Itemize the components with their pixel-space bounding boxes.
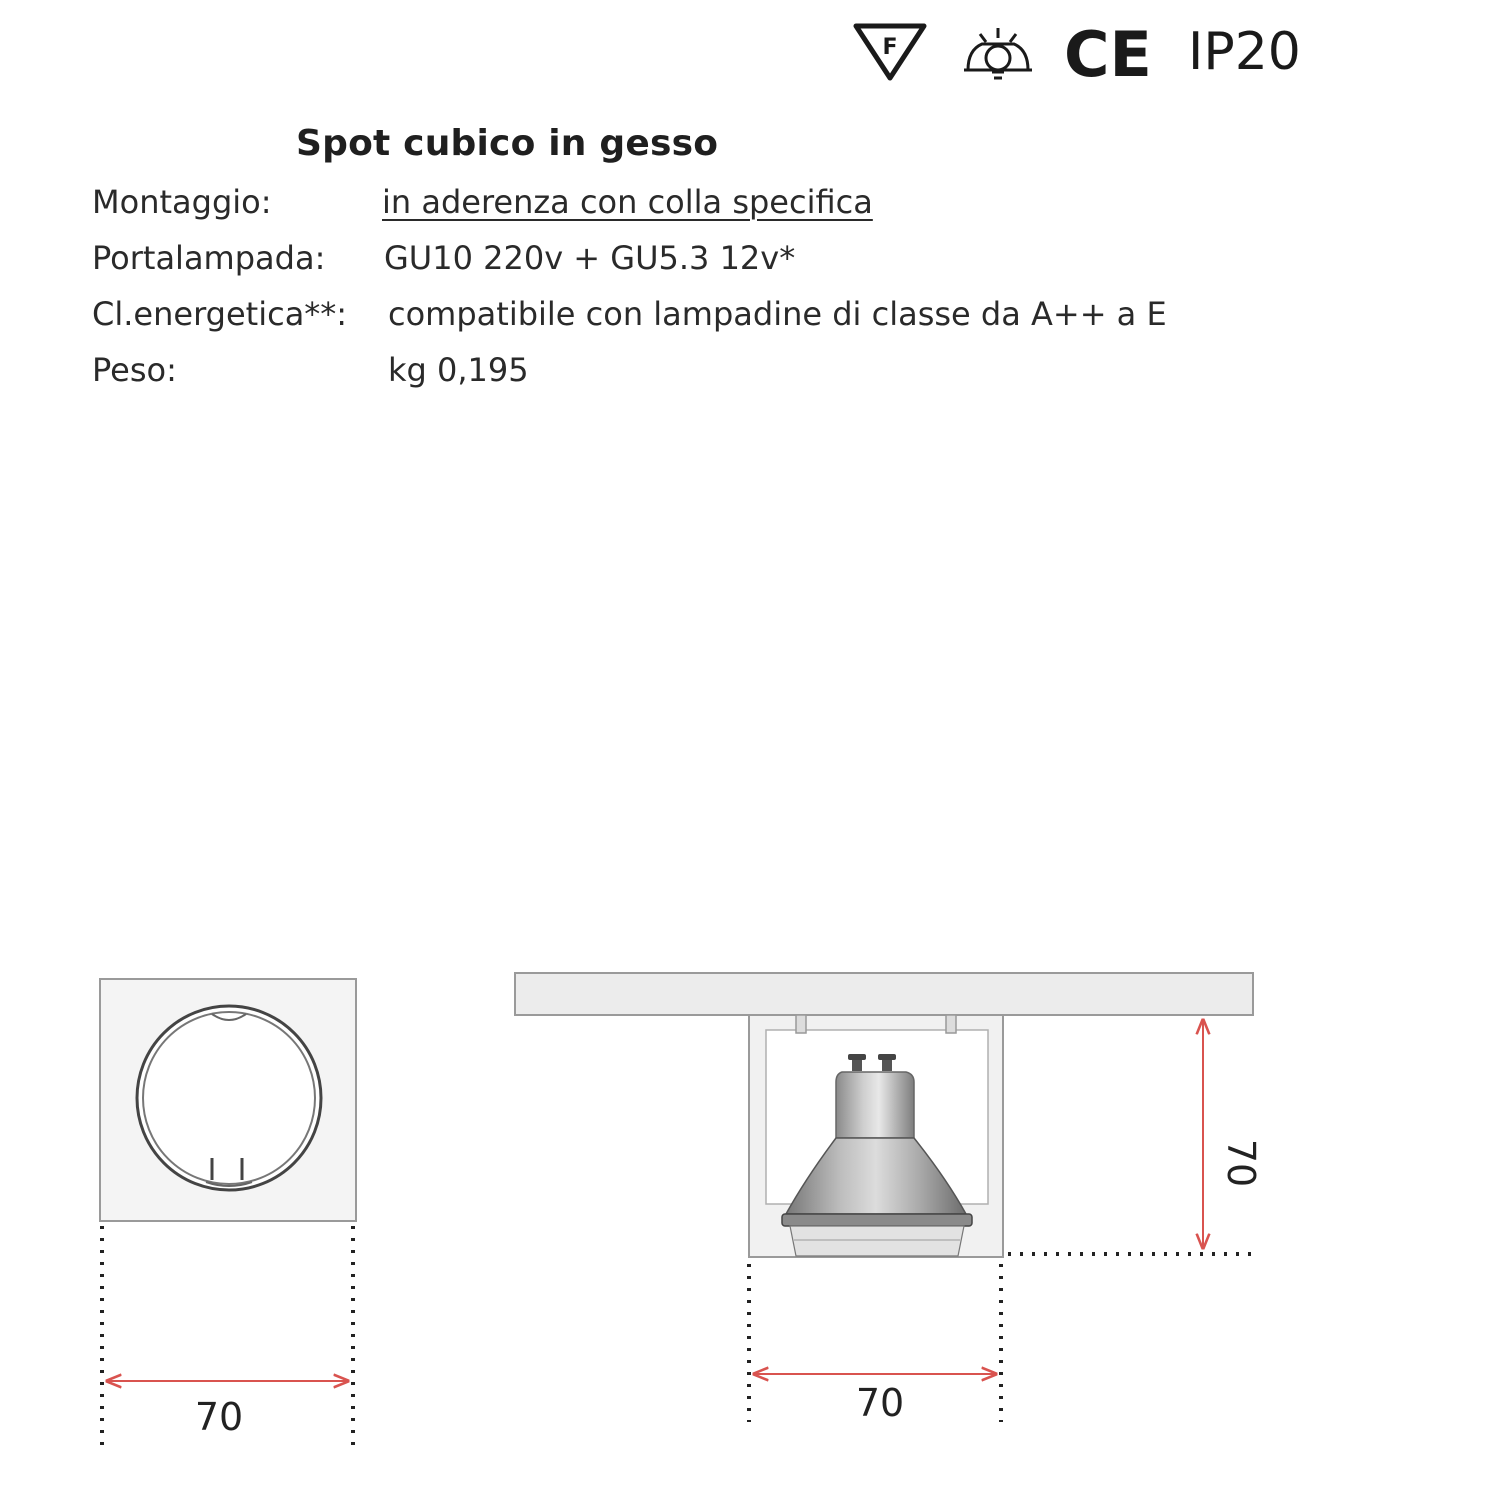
f-mark-letter: F bbox=[882, 35, 898, 60]
side-view-height-label: 70 bbox=[1219, 1138, 1263, 1188]
bulb-neck bbox=[836, 1072, 914, 1138]
spec-value: GU10 220v + GU5.3 12v* bbox=[384, 239, 796, 277]
mounting-clip-right bbox=[946, 1015, 956, 1033]
spec-label: Portalampada: bbox=[92, 239, 326, 277]
spec-value: compatibile con lampadine di classe da A++ a E bbox=[388, 295, 1167, 333]
spec-label: Peso: bbox=[92, 351, 177, 389]
side-view bbox=[515, 973, 1263, 1425]
spec-label: Montaggio: bbox=[92, 183, 272, 221]
spec-label: Cl.energetica**: bbox=[92, 295, 348, 333]
mounting-clip-left bbox=[796, 1015, 806, 1033]
svg-text:CE: CE bbox=[1064, 20, 1152, 86]
spec-value: in aderenza con colla specifica bbox=[382, 183, 873, 221]
bulb-rim bbox=[782, 1214, 972, 1226]
product-title: Spot cubico in gesso bbox=[296, 123, 719, 164]
ip-rating: IP20 bbox=[1188, 22, 1301, 82]
top-view-lamp-ring-outer bbox=[137, 1006, 321, 1190]
side-view-width-label: 70 bbox=[855, 1381, 905, 1425]
top-view-width-label: 70 bbox=[194, 1395, 244, 1439]
bulb-lens bbox=[790, 1226, 964, 1256]
ceiling-slab bbox=[515, 973, 1253, 1015]
spec-value: kg 0,195 bbox=[388, 351, 529, 389]
top-view bbox=[100, 979, 356, 1452]
